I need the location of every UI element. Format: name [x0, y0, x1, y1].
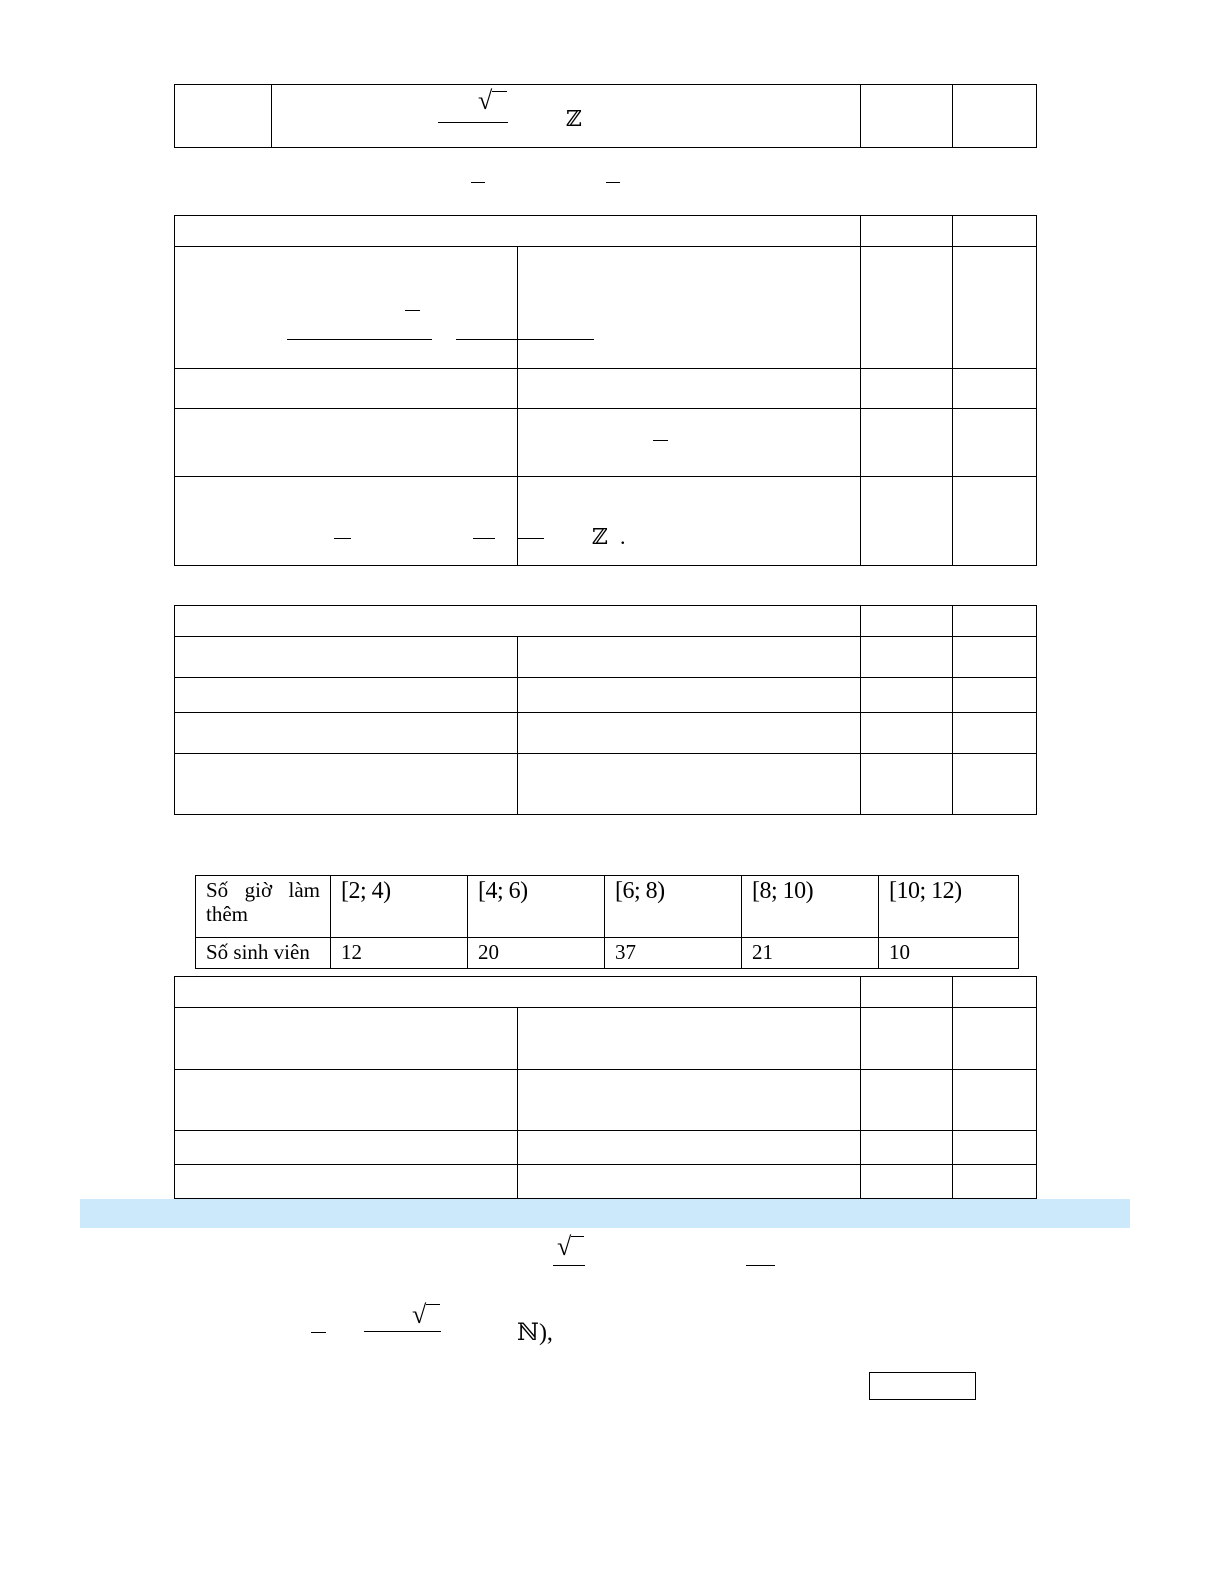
sqrt-symbol-2: √	[557, 1232, 572, 1261]
table2-row-a-content	[518, 247, 861, 369]
table3-row-c-false[interactable]	[953, 713, 1037, 754]
table4-row-a-content	[518, 1008, 861, 1070]
sqrt-overline-3	[426, 1304, 440, 1305]
table2-header-false	[953, 216, 1037, 247]
table3-row-c-content	[518, 713, 861, 754]
table4-row-c-label	[175, 1131, 518, 1165]
fraction-bar-2	[287, 339, 432, 340]
table2-row-d-label	[175, 477, 518, 566]
overbar-6	[311, 1332, 326, 1333]
table4-row-c-false[interactable]	[953, 1131, 1037, 1165]
integers-symbol-1: ℤ	[566, 106, 583, 131]
freq-count-4: 21	[742, 938, 879, 969]
freq-interval-4: [8; 10)	[742, 876, 879, 938]
table3-row-d-content	[518, 754, 861, 815]
table2-row-a-label	[175, 247, 518, 369]
table4-row-d-content	[518, 1165, 861, 1199]
table4-row-d-label	[175, 1165, 518, 1199]
sqrt-overline-1	[492, 91, 507, 92]
table3-row-a-true[interactable]	[861, 637, 953, 678]
overbar-2	[606, 182, 620, 183]
fraction-bar-3	[456, 339, 594, 340]
table2-header-true	[861, 216, 953, 247]
table2-row-b-false[interactable]	[953, 369, 1037, 409]
fraction-bar-8	[364, 1331, 441, 1332]
table2-row-c-label	[175, 409, 518, 477]
table1-false-cell[interactable]	[953, 85, 1037, 148]
table4-row-c-content	[518, 1131, 861, 1165]
table4-row-b-true[interactable]	[861, 1070, 953, 1131]
naturals-symbol: ℕ),	[517, 1320, 553, 1346]
table2-row-b-label	[175, 369, 518, 409]
table3-row-d-label	[175, 754, 518, 815]
table3-header-false	[953, 606, 1037, 637]
table2-row-b-true[interactable]	[861, 369, 953, 409]
sqrt-symbol-3: √	[412, 1300, 427, 1329]
table4-row-b-content	[518, 1070, 861, 1131]
table2-row-c-content	[518, 409, 861, 477]
freq-count-1: 12	[331, 938, 468, 969]
table3-row-d-true[interactable]	[861, 754, 953, 815]
table3-row-c-true[interactable]	[861, 713, 953, 754]
freq-count-2: 20	[468, 938, 605, 969]
table4-header-cell	[175, 977, 861, 1008]
table4-row-b-false[interactable]	[953, 1070, 1037, 1131]
table4-row-d-true[interactable]	[861, 1165, 953, 1199]
fraction-bar-4	[473, 538, 495, 539]
table4-row-a-true[interactable]	[861, 1008, 953, 1070]
table3-row-b-content	[518, 678, 861, 713]
fraction-bar-5	[517, 538, 544, 539]
frequency-table	[195, 875, 1019, 969]
table3-row-b-label	[175, 678, 518, 713]
freq-header-label: Số giờ làm thêm	[196, 876, 331, 938]
overbar-5	[334, 538, 351, 539]
freq-interval-3: [6; 8)	[605, 876, 742, 938]
question-table-3	[174, 605, 1037, 815]
table3-row-c-label	[175, 713, 518, 754]
freq-interval-5: [10; 12)	[879, 876, 1019, 938]
question-table-1	[174, 84, 1037, 148]
fraction-bar-7	[746, 1265, 775, 1266]
table3-row-d-false[interactable]	[953, 754, 1037, 815]
fraction-bar-1	[438, 122, 508, 123]
overbar-1	[471, 182, 485, 183]
section-banner	[80, 1199, 1130, 1228]
fraction-bar-6	[553, 1265, 585, 1266]
freq-count-5: 10	[879, 938, 1019, 969]
table1-true-cell[interactable]	[861, 85, 953, 148]
table2-row-b-content	[518, 369, 861, 409]
table2-row-d-content	[518, 477, 861, 566]
question-table-2	[174, 215, 1037, 566]
table4-row-a-false[interactable]	[953, 1008, 1037, 1070]
freq-interval-1: [2; 4)	[331, 876, 468, 938]
overbar-4	[653, 440, 668, 441]
freq-interval-2: [4; 6)	[468, 876, 605, 938]
sqrt-overline-2	[571, 1236, 584, 1237]
table3-header-cell	[175, 606, 861, 637]
question-table-4	[174, 976, 1037, 1199]
freq-count-label: Số sinh viên	[196, 938, 331, 969]
overbar-3	[405, 310, 420, 311]
table1-label-cell	[175, 85, 272, 148]
table2-row-c-false[interactable]	[953, 409, 1037, 477]
sqrt-symbol-1: √	[478, 86, 493, 115]
table2-row-d-false[interactable]	[953, 477, 1037, 566]
period-mark: .	[620, 524, 626, 549]
table3-row-b-false[interactable]	[953, 678, 1037, 713]
table3-header-true	[861, 606, 953, 637]
table3-row-b-true[interactable]	[861, 678, 953, 713]
table4-row-c-true[interactable]	[861, 1131, 953, 1165]
table2-header-cell	[175, 216, 861, 247]
table2-row-c-true[interactable]	[861, 409, 953, 477]
table2-row-d-true[interactable]	[861, 477, 953, 566]
answer-box[interactable]	[869, 1372, 976, 1400]
table4-header-true	[861, 977, 953, 1008]
table2-row-a-false[interactable]	[953, 247, 1037, 369]
table4-row-a-label	[175, 1008, 518, 1070]
table3-row-a-label	[175, 637, 518, 678]
table3-row-a-content	[518, 637, 861, 678]
freq-count-3: 37	[605, 938, 742, 969]
table2-row-a-true[interactable]	[861, 247, 953, 369]
table4-row-d-false[interactable]	[953, 1165, 1037, 1199]
table4-header-false	[953, 977, 1037, 1008]
table3-row-a-false[interactable]	[953, 637, 1037, 678]
table4-row-b-label	[175, 1070, 518, 1131]
integers-symbol-2: ℤ	[592, 524, 609, 549]
